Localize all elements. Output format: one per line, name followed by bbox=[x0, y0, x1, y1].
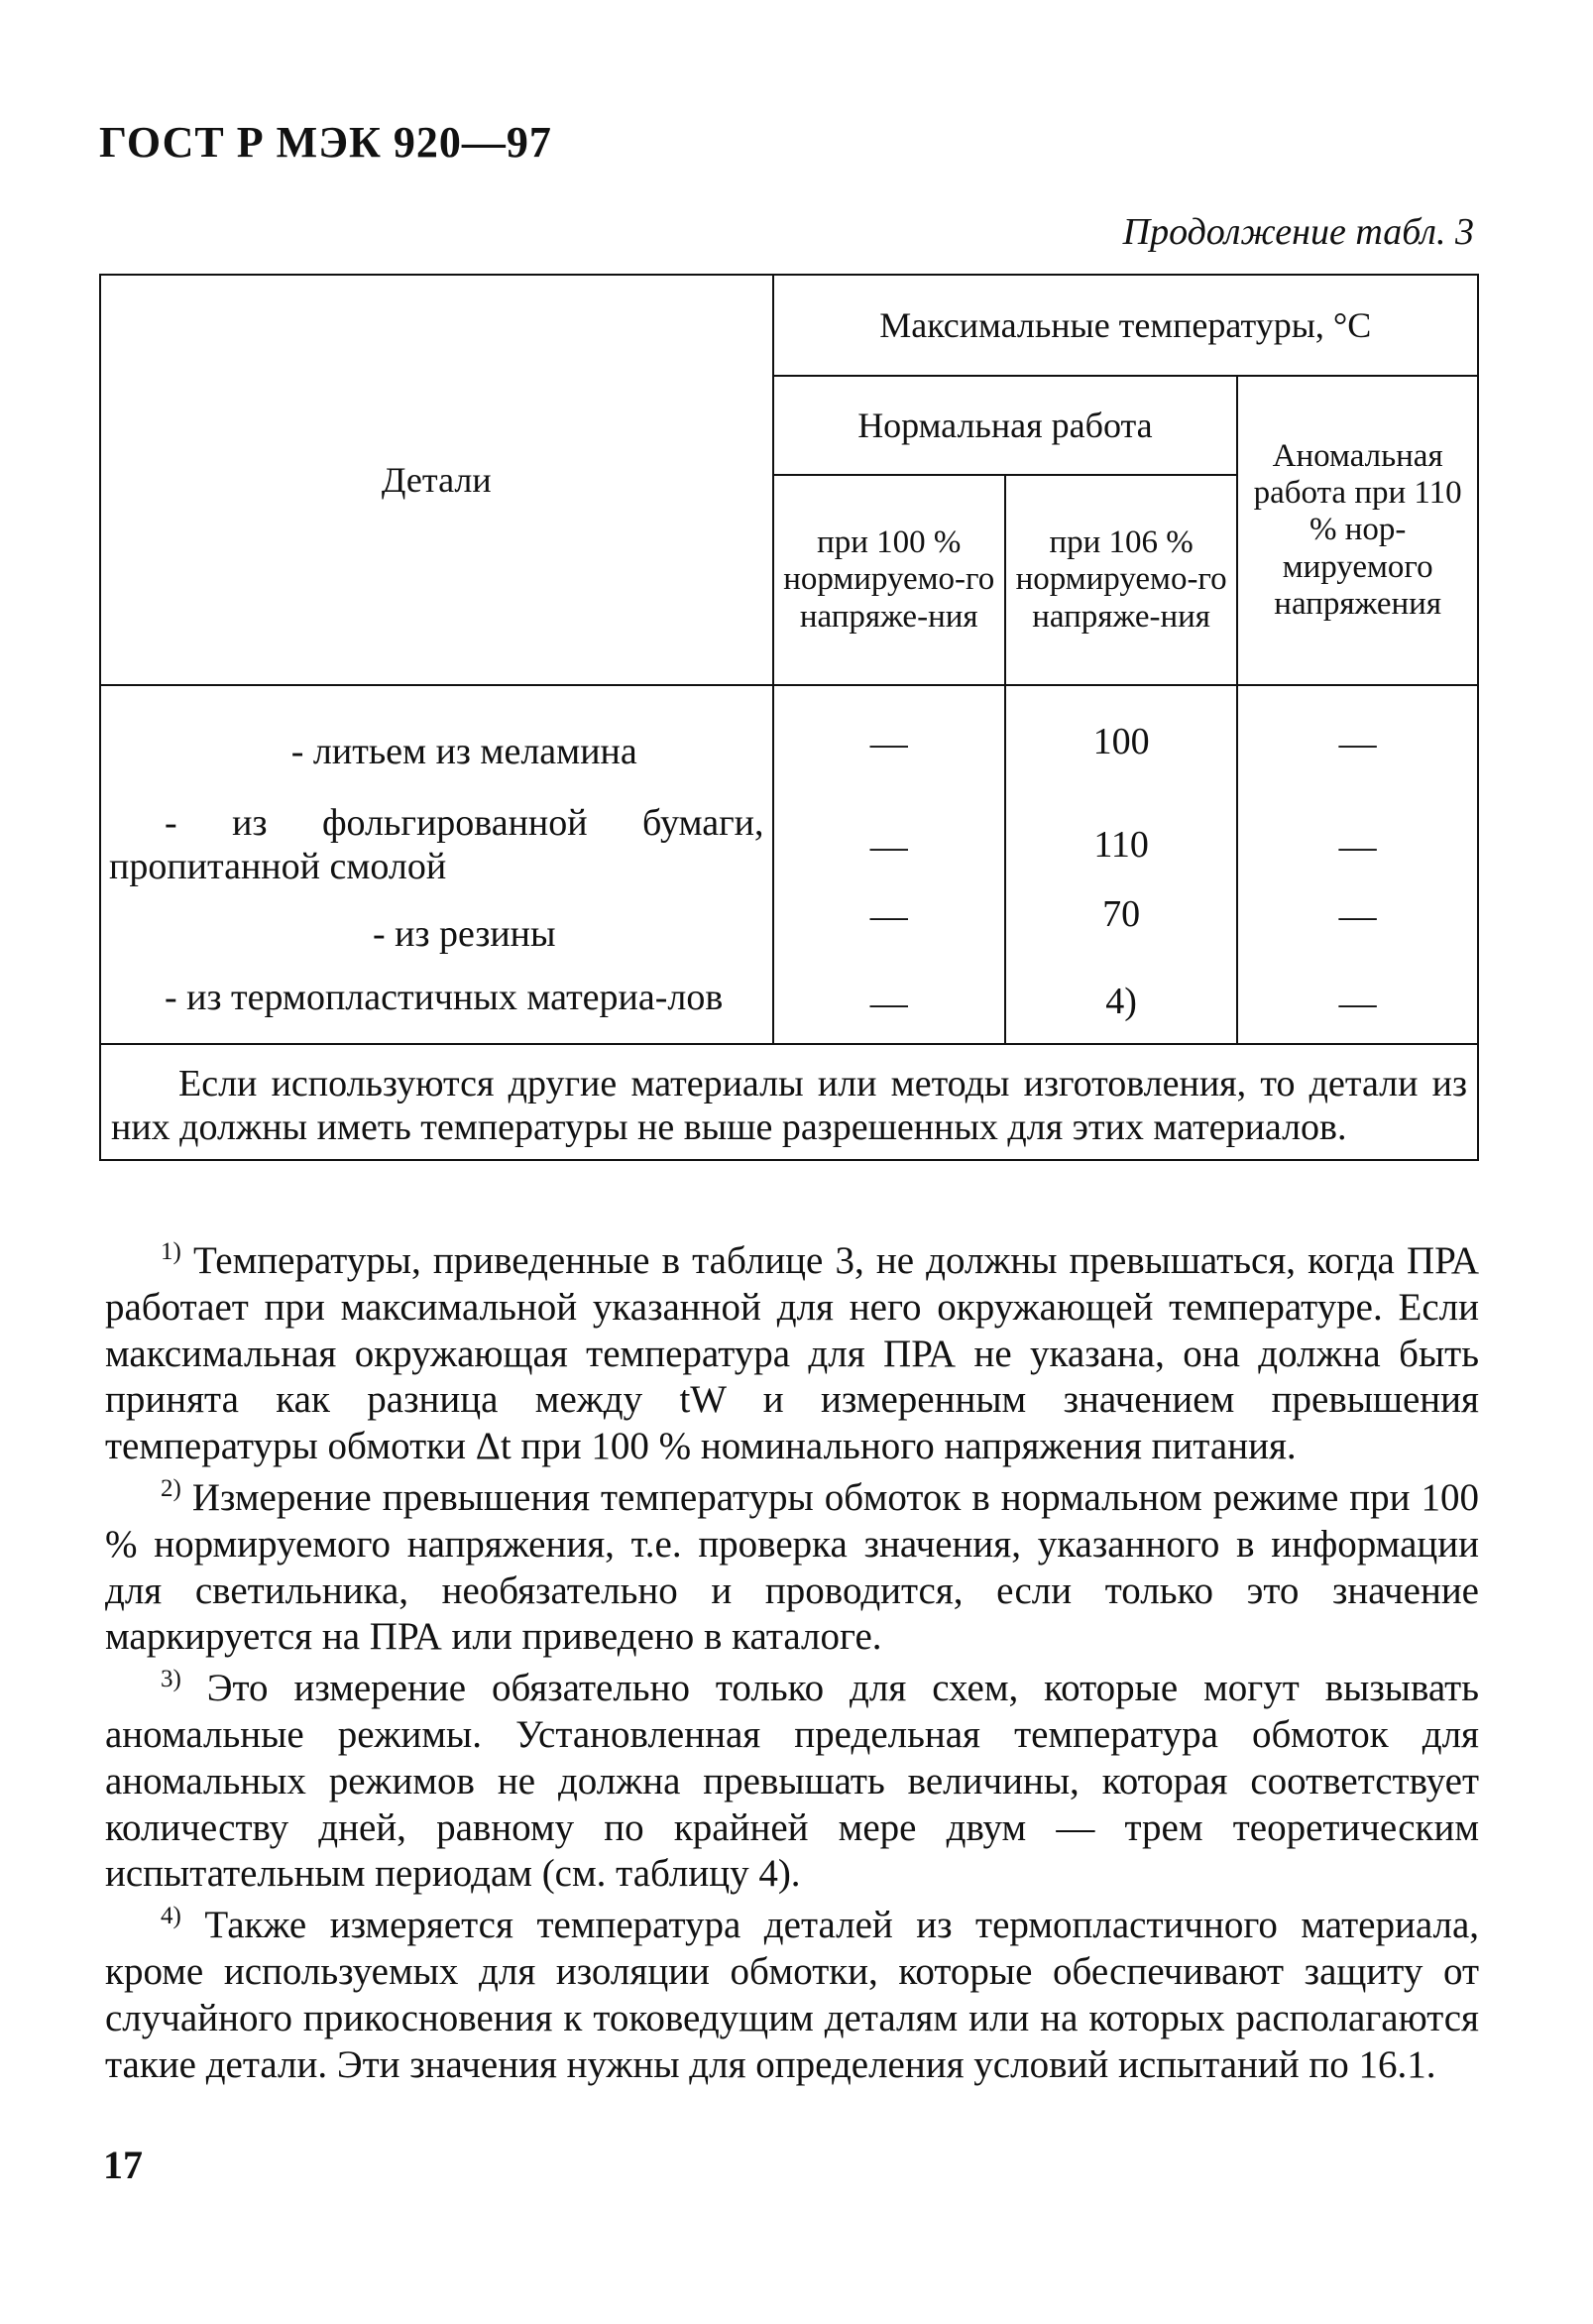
row-name: - из фольгированной бумаги, пропитанной смолой bbox=[109, 801, 764, 888]
cell-value: 70 bbox=[1102, 892, 1141, 935]
cell-value: 110 bbox=[1093, 823, 1149, 866]
cell-value: — bbox=[1338, 894, 1377, 937]
footnote-mark: 4) bbox=[161, 1903, 181, 1930]
cell-value: — bbox=[1338, 722, 1377, 764]
document-header: ГОСТ Р МЭК 920—97 bbox=[99, 118, 552, 167]
footnote-4 bbox=[105, 1902, 1479, 2088]
row-name: - из термопластичных материа-лов bbox=[165, 976, 724, 1018]
footnote-text: Температуры, приведенные в таблице 3, не должны превышаться, когда ПРА работает при максимальной указанной для него окружающей температуре. Если максимальная окружающая температура для ПРА не указана, она должна быть принята как разница между tW и измеренным значением превышения температуры обмотки Δt при 100 % номинального напряжения питания. bbox=[105, 1239, 1479, 1468]
cell-value: 100 bbox=[1092, 720, 1150, 762]
header-abnormal-operation: Аномальная работа при 110 % нор-мируемого напряжения bbox=[1237, 376, 1478, 685]
cell-value: 4) bbox=[1105, 980, 1137, 1022]
cell-value: — bbox=[1338, 982, 1377, 1024]
table-note-text: Если используются другие материалы или методы изготовления, то детали из них должны иметь температуры не выше разрешенных для этих материалов. bbox=[111, 1063, 1467, 1148]
footnote-mark: 2) bbox=[161, 1474, 181, 1502]
footnote-1 bbox=[105, 1237, 1479, 1470]
footnote-text: Также измеряется температура деталей из термопластичного материала, кроме используемых для изоляции обмотки, которые обеспечивают защиту от случайного прикосновения к токоведущим деталям или на которых располагаются такие детали. Эти значения нужны для определения условий испытаний по 16.1. bbox=[105, 1904, 1479, 2086]
temperature-table bbox=[99, 274, 1479, 1161]
footnote-text: Это измерение обязательно только для схем, которые могут вызывать аномальные режимы. Установленная предельная температура обмоток для аномальных режимов не должна превышать величины, которая соответствует количеству дней, равному по крайней мере двум — трем теоретическим испытательным периодам (см. таблицу 4). bbox=[105, 1667, 1480, 1896]
table-note bbox=[100, 1044, 1478, 1160]
row-name: - литьем из меламина bbox=[290, 730, 637, 772]
cell-value: — bbox=[869, 982, 908, 1024]
header-max-temperatures: Максимальные температуры, °С bbox=[773, 275, 1478, 376]
footnote-mark: 1) bbox=[161, 1238, 181, 1265]
header-details: Детали bbox=[100, 275, 773, 685]
header-at-106: при 106 % нормируемо-го напряже-ния bbox=[1005, 475, 1237, 685]
cell-value: — bbox=[1338, 825, 1377, 868]
header-at-100: при 100 % нормируемо-го напряже-ния bbox=[773, 475, 1005, 685]
header-normal-operation: Нормальная работа bbox=[773, 376, 1238, 475]
footnote-mark: 3) bbox=[161, 1666, 181, 1693]
col-100-values bbox=[773, 685, 1005, 1044]
col-abnormal-values bbox=[1237, 685, 1478, 1044]
col-106-values bbox=[1005, 685, 1237, 1044]
footnotes bbox=[105, 1237, 1479, 2092]
footnote-3 bbox=[105, 1665, 1479, 1898]
page-number: 17 bbox=[103, 2143, 143, 2187]
cell-value: — bbox=[869, 894, 908, 937]
details-column bbox=[100, 685, 773, 1044]
footnote-text: Измерение превышения температуры обмоток в нормальном режиме при 100 % нормируемого напряжения, т.е. проверка значения, указанного в информации для светильника, необязательно и проводится, если только это значение маркируется на ПРА или приведено в каталоге. bbox=[105, 1475, 1480, 1659]
footnote-2 bbox=[105, 1474, 1479, 1661]
table-continuation-caption: Продолжение табл. 3 bbox=[1122, 211, 1474, 253]
row-name: - из резины bbox=[372, 912, 556, 955]
cell-value: — bbox=[869, 722, 908, 764]
cell-value: — bbox=[869, 825, 908, 868]
